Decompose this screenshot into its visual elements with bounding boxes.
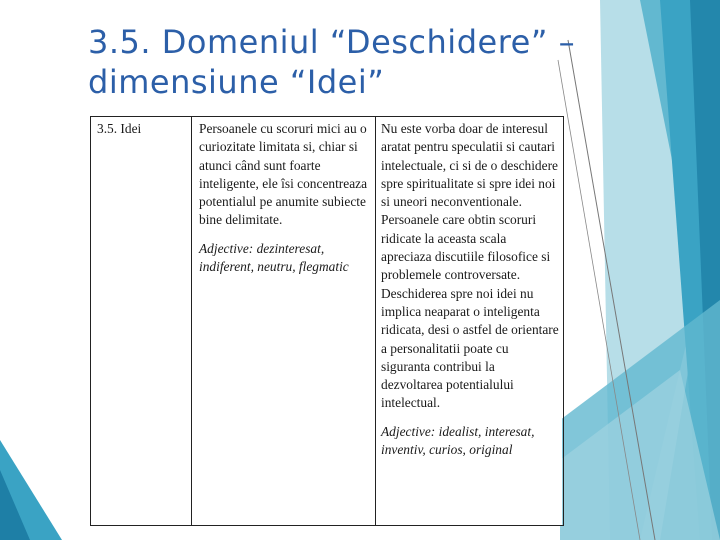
high-score-adjectives: Adjective: idealist, interesat, inventiv, curios, original bbox=[381, 423, 535, 458]
facet-table bbox=[90, 116, 564, 526]
slide-title-line2: dimensiune “Idei” bbox=[88, 63, 385, 101]
slide-title bbox=[88, 22, 708, 102]
facet-table-image bbox=[90, 116, 562, 526]
low-score-description: Persoanele cu scoruri mici au o curiozitate limitata si, chiar si atunci când sunt foarte inteligente, ele îsi concentreaza potentialul pe anumite subiecte bine delimitate. bbox=[199, 121, 368, 228]
high-score-description: Nu este vorba doar de interesul aratat pentru speculatii si cautari intelectuale, ci si de o deschidere spre spiritualitate si spre idei noi si uneori neconventionale. Persoanele care obtin scoruri ridicate la aceasta scala apreciaza discutiile filosofice si problemele controversate. Deschiderea spre noi idei nu implica neaparat o inteligenta ridicata, desi o astfel de orientare a personalitatii poate cu siguranta contribui la dezvoltarea potentialului intelectual. bbox=[381, 121, 559, 411]
facet-label-cell bbox=[91, 117, 192, 526]
table-row bbox=[91, 117, 564, 526]
facet-label: 3.5. Idei bbox=[97, 121, 142, 136]
low-score-cell bbox=[192, 117, 376, 526]
high-score-cell bbox=[376, 117, 564, 526]
slide-title-line1: 3.5. Domeniul “Deschidere” – bbox=[88, 23, 576, 61]
low-score-adjectives: Adjective: dezinteresat, indiferent, neutru, flegmatic bbox=[199, 240, 349, 275]
